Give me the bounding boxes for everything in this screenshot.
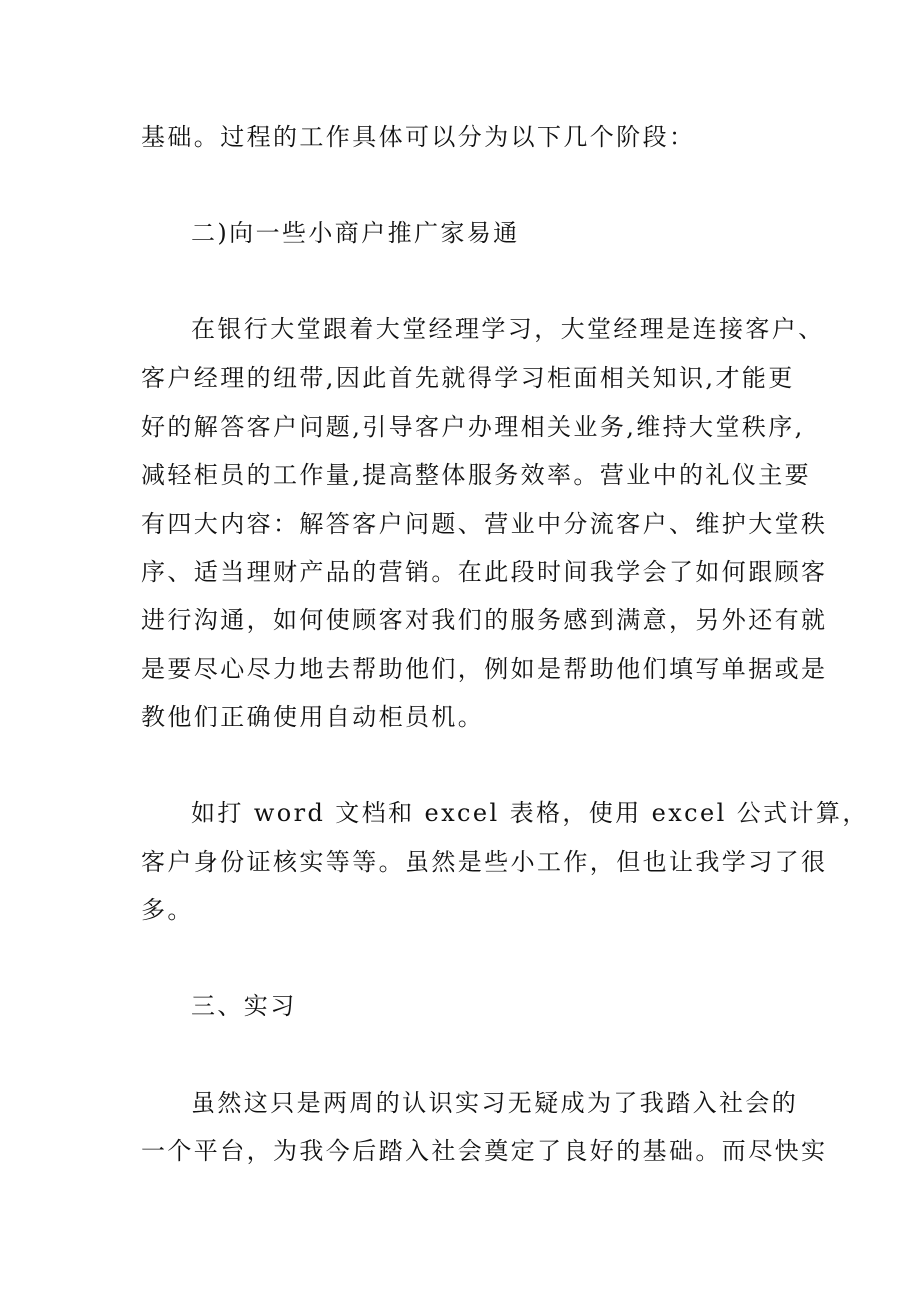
paragraph-1-line-4: 减轻柜员的工作量,提高整体服务效率。营业中的礼仪主要 — [141, 461, 812, 489]
paragraph-1-line-9: 教他们正确使用自动柜员机。 — [141, 703, 485, 731]
section-heading-2: 二)向一些小商户推广家易通 — [191, 219, 520, 247]
paragraph-3-line-1: 虽然这只是两周的认识实习无疑成为了我踏入社会的 — [191, 1089, 799, 1117]
paragraph-1-line-7: 进行沟通，如何使顾客对我们的服务感到满意，另外还有就 — [141, 606, 828, 634]
paragraph-1-line-8: 是要尽心尽力地去帮助他们，例如是帮助他们填写单据或是 — [141, 655, 828, 683]
paragraph-1-line-3: 好的解答客户问题,引导客户办理相关业务,维持大堂秩序, — [141, 413, 805, 441]
paragraph-2-line-1: 如打 word 文档和 excel 表格，使用 excel 公式计算， — [191, 799, 869, 827]
paragraph-1-line-5: 有四大内容：解答客户问题、营业中分流客户、维护大堂秩 — [141, 510, 828, 538]
section-heading-3: 三、实习 — [191, 992, 297, 1020]
paragraph-2-line-3: 多。 — [141, 896, 194, 924]
paragraph-3-line-2: 一个平台，为我今后踏入社会奠定了良好的基础。而尽快实 — [141, 1137, 828, 1165]
paragraph-continuation-line: 基础。过程的工作具体可以分为以下几个阶段： — [141, 123, 696, 151]
paragraph-2-line-2: 客户身份证核实等等。虽然是些小工作，但也让我学习了很 — [141, 848, 828, 876]
paragraph-1-line-6: 序、适当理财产品的营销。在此段时间我学会了如何跟顾客 — [141, 558, 828, 586]
paragraph-1-line-1: 在银行大堂跟着大堂经理学习，大堂经理是连接客户、 — [191, 315, 825, 343]
paragraph-1-line-2: 客户经理的纽带,因此首先就得学习柜面相关知识,才能更 — [141, 364, 795, 392]
